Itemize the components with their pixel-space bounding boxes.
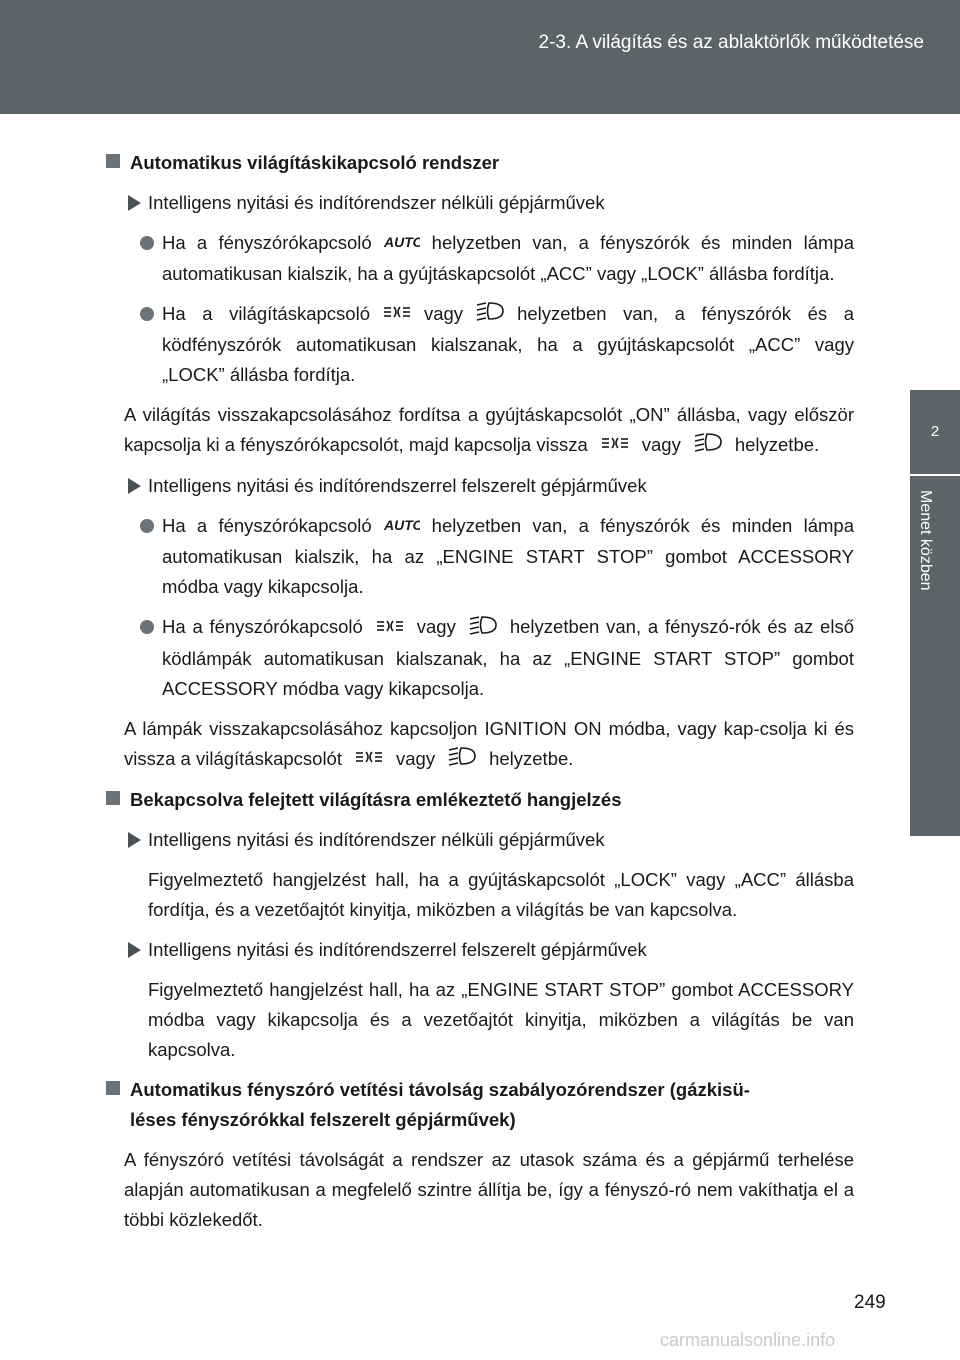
section-heading-headlight-leveling: Automatikus fényszóró vetítési távolság szabályozórendszer (gázkisü- léses fényszórókkal felszerelt gépjárművek) bbox=[106, 1075, 854, 1135]
paragraph: Figyelmeztető hangjelzést hall, ha a gyújtáskapcsolót „LOCK” vagy „ACC” állásba fordítja, és a vezetőajtót kinyitja, miközben a világítás be van kapcsolva. bbox=[148, 868, 854, 920]
low-beam-light-icon bbox=[354, 745, 384, 775]
triangle-bullet-icon bbox=[128, 195, 141, 211]
paragraph: A fényszóró vetítési távolságát a rendszer az utasok száma és a gépjármű terhelése alapján automatikusan a megfelelő szintre állítja be, így a fényszó-ró nem vakíthatja el a többi közlekedőt. bbox=[124, 1148, 854, 1230]
round-bullet-icon bbox=[140, 519, 154, 533]
subheading: Intelligens nyitási és indítórendszer nélküli gépjárművek bbox=[106, 188, 854, 218]
chapter-tab bbox=[910, 476, 960, 836]
page-number: 249 bbox=[854, 1292, 886, 1313]
low-beam-light-icon bbox=[600, 431, 630, 461]
headlight-icon bbox=[693, 431, 723, 461]
triangle-bullet-icon bbox=[128, 478, 141, 494]
triangle-bullet-icon bbox=[128, 942, 141, 958]
subheading: Intelligens nyitási és indítórendszerrel felszerelt gépjárművek bbox=[106, 935, 854, 965]
section-heading-auto-light-off: Automatikus világításkikapcsoló rendszer bbox=[106, 148, 854, 178]
list-item: Ha a fényszórókapcsoló AUTO helyzetben van, a fényszórók és minden lámpa automatikusan kialszik, ha a gyújtáskapcsolót „ACC” vagy „LOCK” állásba fordítja. bbox=[106, 228, 854, 289]
subheading: Intelligens nyitási és indítórendszerrel felszerelt gépjárművek bbox=[106, 471, 854, 501]
headlight-icon bbox=[447, 745, 477, 775]
headlight-icon bbox=[468, 614, 498, 644]
watermark: carmanualsonline.info bbox=[660, 1330, 836, 1350]
headlight-icon bbox=[475, 300, 505, 330]
subheading: Intelligens nyitási és indítórendszer nélküli gépjárművek bbox=[106, 825, 854, 855]
triangle-bullet-icon bbox=[128, 832, 141, 848]
svg-text:AUTO: AUTO bbox=[383, 517, 420, 534]
list-item: Ha a világításkapcsoló vagy helyzetben van, a fényszórók és a ködfényszórók automatikusan kialszanak, ha a gyújtáskapcsolót „ACC” vagy „LOCK” állásba fordítja. bbox=[106, 299, 854, 390]
paragraph: A lámpák visszakapcsolásához kapcsoljon IGNITION ON módba, vagy kap-csolja ki és vissza a világításkapcsolót vagy helyzetbe. bbox=[124, 714, 854, 775]
list-item: Ha a fényszórókapcsoló AUTO helyzetben van, a fényszórók és minden lámpa automatikusan kialszik, ha az „ENGINE START STOP” gombot ACCESSORY módba vagy kikapcsolja. bbox=[106, 511, 854, 602]
low-beam-light-icon bbox=[382, 300, 412, 330]
square-bullet-icon bbox=[106, 154, 120, 168]
low-beam-light-icon bbox=[375, 614, 405, 644]
chapter-tab-number: 2 bbox=[910, 390, 960, 474]
paragraph: Figyelmeztető hangjelzést hall, ha az „ENGINE START STOP” gombot ACCESSORY módba vagy kikapcsolja és a vezetőajtót kinyitja, miközben a világítás be van kapcsolva. bbox=[148, 978, 854, 1060]
square-bullet-icon bbox=[106, 791, 120, 805]
section-heading-light-reminder: Bekapcsolva felejtett világításra emlékeztető hangjelzés bbox=[106, 785, 854, 815]
auto-light-icon bbox=[384, 229, 420, 259]
round-bullet-icon bbox=[140, 307, 154, 321]
round-bullet-icon bbox=[140, 236, 154, 250]
page-content bbox=[106, 148, 854, 1245]
round-bullet-icon bbox=[140, 620, 154, 634]
header-band bbox=[0, 0, 960, 114]
chapter-tab-label: Menet közben bbox=[917, 490, 934, 591]
svg-text:AUTO: AUTO bbox=[383, 234, 420, 251]
square-bullet-icon bbox=[106, 1081, 120, 1095]
list-item: Ha a fényszórókapcsoló vagy helyzetben van, a fényszó-rók és az első ködlámpák automatikusan kialszanak, ha az „ENGINE START STOP” gombot ACCESSORY módba vagy kikapcsolja. bbox=[106, 612, 854, 703]
auto-light-icon bbox=[384, 512, 420, 542]
chapter-title: 2-3. A világítás és az ablaktörlők működtetése bbox=[538, 32, 924, 53]
paragraph: A világítás visszakapcsolásához fordítsa a gyújtáskapcsolót „ON” állásba, vagy először kapcsolja ki a fényszórókapcsolót, majd kapcsolja vissza vagy helyzetbe. bbox=[124, 400, 854, 461]
